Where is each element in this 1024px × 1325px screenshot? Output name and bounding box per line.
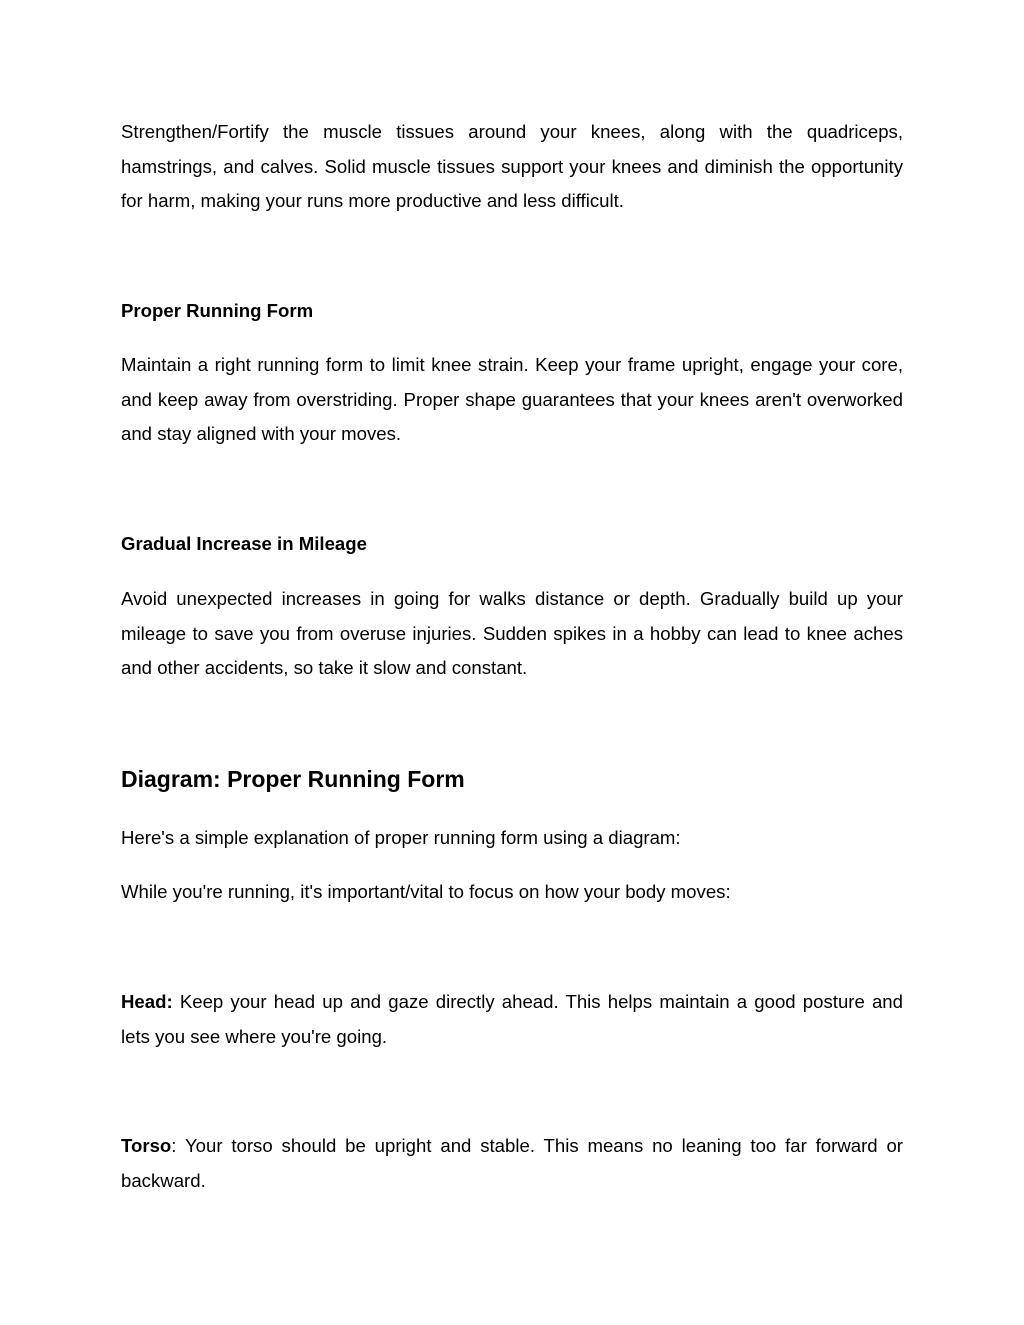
running-form-paragraph: Maintain a right running form to limit knee strain. Keep your frame upright, engage your core, and keep away from overstriding. Proper shape guarantees that your knees aren't overworked and stay aligned with your moves. (121, 354, 903, 445)
torso-item-label: Torso (121, 1135, 172, 1156)
head-item-text: Keep your head up and gaze directly ahead. This helps maintain a good posture and lets you see where you're going. (121, 991, 903, 1047)
subheading-proper-running-form: Proper Running Form (121, 300, 314, 321)
head-item-label: Head: (121, 991, 173, 1012)
subheading-gradual-increase: Gradual Increase in Mileage (121, 533, 367, 554)
diagram-heading (121, 765, 465, 793)
torso-item-paragraph (121, 1129, 903, 1198)
diagram-intro-paragraph: Here's a simple explanation of proper running form using a diagram: (121, 827, 681, 848)
strengthen-paragraph: Strengthen/Fortify the muscle tissues around your knees, along with the quadriceps, hamstrings, and calves. Solid muscle tissues support your knees and diminish the opportunity for harm, making your runs more productive and less difficult. (121, 121, 903, 212)
torso-item-text: : Your torso should be upright and stable. This means no leaning too far forward or backward. (121, 1135, 903, 1191)
diagram-heading-text: Diagram: Proper Running Form (121, 766, 465, 792)
diagram-focus-paragraph: While you're running, it's important/vital to focus on how your body moves: (121, 881, 731, 902)
mileage-paragraph: Avoid unexpected increases in going for walks distance or depth. Gradually build up your mileage to save you from overuse injuries. Sudden spikes in a hobby can lead to knee aches and other accidents, so take it slow and constant. (121, 588, 903, 679)
head-item-paragraph (121, 985, 903, 1054)
